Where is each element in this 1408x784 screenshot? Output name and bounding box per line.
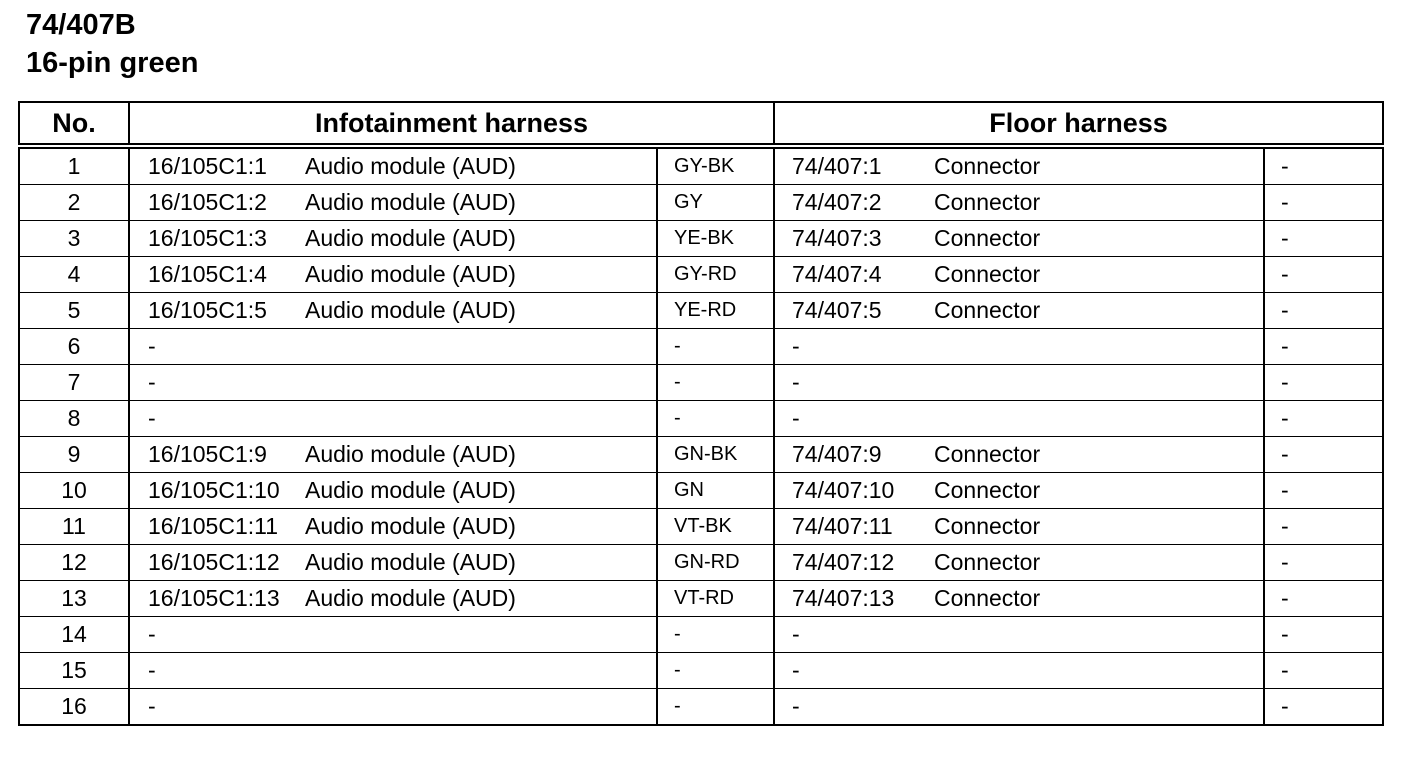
floor-cell [774, 401, 1264, 437]
floor-cell [774, 329, 1264, 365]
floor-pin: 74/407:3 [792, 225, 882, 251]
floor-pin: - [792, 333, 800, 359]
pin-number-cell: 15 [19, 653, 129, 689]
table-row [19, 473, 1383, 509]
wire-color-cell: GN [657, 473, 774, 509]
pin-number-cell: 7 [19, 365, 129, 401]
floor-description: Connector [934, 585, 1041, 611]
infotainment-cell [129, 401, 657, 437]
table-row [19, 509, 1383, 545]
infotainment-description: Audio module (AUD) [305, 585, 516, 611]
pin-number-cell: 9 [19, 437, 129, 473]
infotainment-description: Audio module (AUD) [305, 297, 516, 323]
floor-color-cell: - [1264, 437, 1383, 473]
table-row [19, 437, 1383, 473]
floor-color-cell: - [1264, 221, 1383, 257]
floor-color-cell: - [1264, 581, 1383, 617]
table-row [19, 545, 1383, 581]
floor-pin: - [792, 621, 800, 647]
floor-pin: 74/407:4 [792, 261, 882, 287]
table-row [19, 257, 1383, 293]
floor-color-cell: - [1264, 329, 1383, 365]
floor-color-cell: - [1264, 617, 1383, 653]
pinout-table [18, 101, 1384, 726]
floor-description: Connector [934, 153, 1041, 179]
pin-number-cell: 12 [19, 545, 129, 581]
pin-number-cell: 16 [19, 689, 129, 726]
infotainment-pin: 16/105C1:1 [148, 153, 267, 179]
floor-color-cell: - [1264, 401, 1383, 437]
floor-cell [774, 293, 1264, 329]
floor-color-cell: - [1264, 185, 1383, 221]
table-row [19, 146, 1383, 185]
floor-description: Connector [934, 477, 1041, 503]
infotainment-pin: - [148, 333, 156, 359]
floor-cell [774, 581, 1264, 617]
floor-cell [774, 653, 1264, 689]
floor-description: Connector [934, 441, 1041, 467]
floor-pin: 74/407:12 [792, 549, 895, 575]
pin-number-cell: 4 [19, 257, 129, 293]
infotainment-cell [129, 437, 657, 473]
wire-color-cell: VT-BK [657, 509, 774, 545]
pin-number-cell: 3 [19, 221, 129, 257]
infotainment-description: Audio module (AUD) [305, 513, 516, 539]
infotainment-cell [129, 581, 657, 617]
table-row [19, 689, 1383, 726]
infotainment-cell [129, 146, 657, 185]
table-row [19, 329, 1383, 365]
floor-cell [774, 509, 1264, 545]
infotainment-cell [129, 329, 657, 365]
floor-pin: - [792, 405, 800, 431]
wire-color-cell: GY [657, 185, 774, 221]
floor-pin: - [792, 657, 800, 683]
floor-color-cell: - [1264, 509, 1383, 545]
wire-color-cell: GY-BK [657, 146, 774, 185]
floor-cell [774, 146, 1264, 185]
floor-pin: - [792, 693, 800, 719]
floor-pin: 74/407:2 [792, 189, 882, 215]
infotainment-cell [129, 509, 657, 545]
floor-cell [774, 221, 1264, 257]
infotainment-cell [129, 185, 657, 221]
infotainment-pin: 16/105C1:12 [148, 549, 280, 575]
floor-cell [774, 257, 1264, 293]
infotainment-cell [129, 221, 657, 257]
floor-color-cell: - [1264, 293, 1383, 329]
pin-number-cell: 1 [19, 146, 129, 185]
floor-description: Connector [934, 189, 1041, 215]
infotainment-pin: 16/105C1:5 [148, 297, 267, 323]
infotainment-description: Audio module (AUD) [305, 225, 516, 251]
floor-color-cell: - [1264, 473, 1383, 509]
infotainment-cell [129, 653, 657, 689]
floor-color-cell: - [1264, 689, 1383, 726]
pin-number-cell: 14 [19, 617, 129, 653]
floor-pin: 74/407:13 [792, 585, 895, 611]
infotainment-pin: 16/105C1:10 [148, 477, 280, 503]
table-row [19, 185, 1383, 221]
infotainment-description: Audio module (AUD) [305, 477, 516, 503]
floor-cell [774, 689, 1264, 726]
floor-description: Connector [934, 225, 1041, 251]
floor-color-cell: - [1264, 146, 1383, 185]
floor-pin: 74/407:1 [792, 153, 882, 179]
floor-cell [774, 617, 1264, 653]
infotainment-pin: 16/105C1:9 [148, 441, 267, 467]
infotainment-cell [129, 545, 657, 581]
wire-color-cell: YE-RD [657, 293, 774, 329]
pin-number-cell: 8 [19, 401, 129, 437]
wire-color-cell: - [657, 365, 774, 401]
pin-number-cell: 6 [19, 329, 129, 365]
connector-id-title: 74/407B [26, 9, 136, 41]
pin-number-cell: 5 [19, 293, 129, 329]
connector-description-title: 16-pin green [26, 47, 199, 79]
floor-cell [774, 473, 1264, 509]
infotainment-cell [129, 365, 657, 401]
floor-color-cell: - [1264, 365, 1383, 401]
floor-cell [774, 185, 1264, 221]
infotainment-cell [129, 293, 657, 329]
floor-pin: 74/407:5 [792, 297, 882, 323]
wire-color-cell: YE-BK [657, 221, 774, 257]
floor-color-cell: - [1264, 653, 1383, 689]
floor-description: Connector [934, 297, 1041, 323]
table-row [19, 617, 1383, 653]
wire-color-cell: GN-BK [657, 437, 774, 473]
wire-color-cell: GY-RD [657, 257, 774, 293]
floor-color-cell: - [1264, 257, 1383, 293]
table-row [19, 653, 1383, 689]
infotainment-description: Audio module (AUD) [305, 441, 516, 467]
infotainment-pin: 16/105C1:4 [148, 261, 267, 287]
pin-number-cell: 11 [19, 509, 129, 545]
table-row [19, 293, 1383, 329]
table-header-row [19, 102, 1383, 146]
floor-description: Connector [934, 549, 1041, 575]
infotainment-pin: - [148, 657, 156, 683]
infotainment-pin: 16/105C1:3 [148, 225, 267, 251]
column-header-floor: Floor harness [774, 102, 1383, 146]
table-row [19, 581, 1383, 617]
floor-pin: 74/407:10 [792, 477, 895, 503]
infotainment-pin: - [148, 621, 156, 647]
infotainment-description: Audio module (AUD) [305, 189, 516, 215]
table-body [19, 146, 1383, 725]
floor-pin: 74/407:11 [792, 513, 893, 539]
floor-description: Connector [934, 261, 1041, 287]
infotainment-cell [129, 473, 657, 509]
floor-pin: - [792, 369, 800, 395]
pin-number-cell: 13 [19, 581, 129, 617]
infotainment-description: Audio module (AUD) [305, 153, 516, 179]
floor-cell [774, 437, 1264, 473]
infotainment-description: Audio module (AUD) [305, 261, 516, 287]
infotainment-pin: 16/105C1:2 [148, 189, 267, 215]
infotainment-pin: - [148, 693, 156, 719]
floor-cell [774, 365, 1264, 401]
floor-pin: 74/407:9 [792, 441, 882, 467]
infotainment-cell [129, 257, 657, 293]
pin-number-cell: 10 [19, 473, 129, 509]
wire-color-cell: - [657, 401, 774, 437]
column-header-infotainment: Infotainment harness [129, 102, 774, 146]
infotainment-cell [129, 689, 657, 726]
wire-color-cell: - [657, 617, 774, 653]
pin-number-cell: 2 [19, 185, 129, 221]
floor-color-cell: - [1264, 545, 1383, 581]
infotainment-pin: 16/105C1:11 [148, 513, 279, 539]
table-row [19, 221, 1383, 257]
table-row [19, 365, 1383, 401]
infotainment-pin: - [148, 369, 156, 395]
wire-color-cell: VT-RD [657, 581, 774, 617]
column-header-no: No. [19, 102, 129, 146]
wire-color-cell: - [657, 689, 774, 726]
infotainment-pin: 16/105C1:13 [148, 585, 280, 611]
floor-cell [774, 545, 1264, 581]
wire-color-cell: - [657, 653, 774, 689]
floor-description: Connector [934, 513, 1041, 539]
infotainment-pin: - [148, 405, 156, 431]
infotainment-cell [129, 617, 657, 653]
table-row [19, 401, 1383, 437]
wire-color-cell: - [657, 329, 774, 365]
infotainment-description: Audio module (AUD) [305, 549, 516, 575]
wire-color-cell: GN-RD [657, 545, 774, 581]
